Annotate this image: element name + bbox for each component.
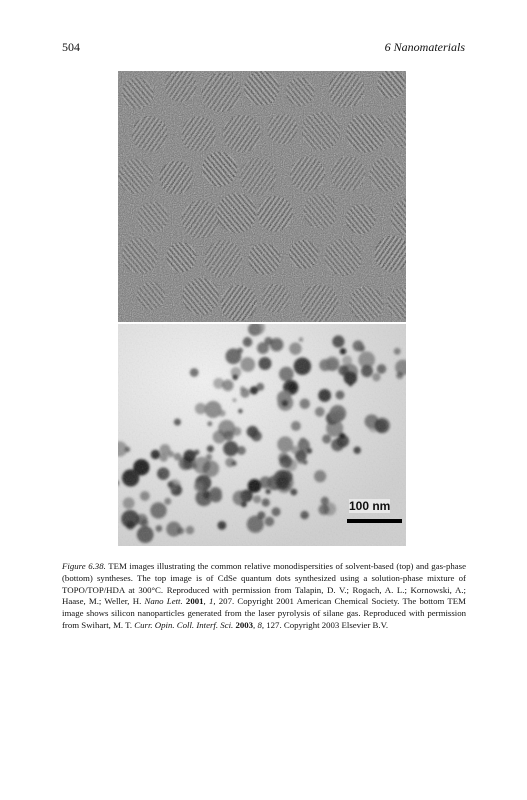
caption-body: TEM images illustrating the common relative monodispersities of solvent-based (top) and gas-phase (bottom) syntheses. The top image is of CdSe quantum dots synthesized using a solution-phase mixture of TOPO/TOP/HDA at 300°C. Reproduced with permission from Talapin, D. V.; Rogach, A. L.; Kornowski, A.; Haase, M.; Weller, H.: [62, 561, 466, 607]
citation-volume-2: 8: [257, 619, 262, 630]
tem-image-cdse-quantum-dots: [118, 71, 406, 322]
tem-image-silicon-nanoparticles: [118, 324, 406, 546]
journal-name-1: Nano Lett.: [144, 596, 183, 607]
page-header: [62, 40, 465, 56]
scale-bar-label: 100 nm: [349, 499, 391, 513]
figure-caption: Figure 6.38. TEM images illustrating the common relative monodispersities of solvent-based (top) and gas-phase (bottom) syntheses. The top image is of CdSe quantum dots synthesized using a solution-phase mixture of TOPO/TOP/HDA at 300°C. Reproduced with permission from Talapin, D. V.; Rogach, A. L.; Kornowski, A.; Haase, M.; Weller, H. Nano Lett. 2001, 1, 207. Copyright 2001 American Chemical Society. The bottom TEM image shows silicon nanoparticles generated from the laser pyrolysis of silane gas. Reproduced with permission from Swihart, M. T. Curr. Opin. Coll. Interf. Sci. 2003, 8, 127. Copyright 2003 Elsevier B.V.: [62, 561, 466, 630]
copyright-text-1: Copyright 2001 American Chemical Society. The bottom TEM image shows silicon nanoparticles generated from the laser pyrolysis of silane gas. Reproduced with permission from Swihart, M. T.: [62, 596, 466, 630]
citation-pages-2: 127.: [266, 619, 282, 630]
journal-name-2: Curr. Opin. Coll. Interf. Sci.: [134, 619, 234, 630]
citation-pages-1: 207.: [218, 596, 235, 607]
citation-year-2: 2003: [235, 619, 254, 630]
citation-volume-1: 1: [208, 596, 214, 607]
caption-label: Figure 6.38.: [62, 561, 106, 571]
chapter-title: 6 Nanomaterials: [384, 40, 465, 54]
scale-bar: [347, 519, 402, 523]
page-number: 504: [62, 40, 80, 54]
figure-6-38: [118, 71, 406, 546]
citation-year-1: 2001: [185, 596, 204, 607]
copyright-text-2: Copyright 2003 Elsevier B.V.: [283, 619, 389, 630]
